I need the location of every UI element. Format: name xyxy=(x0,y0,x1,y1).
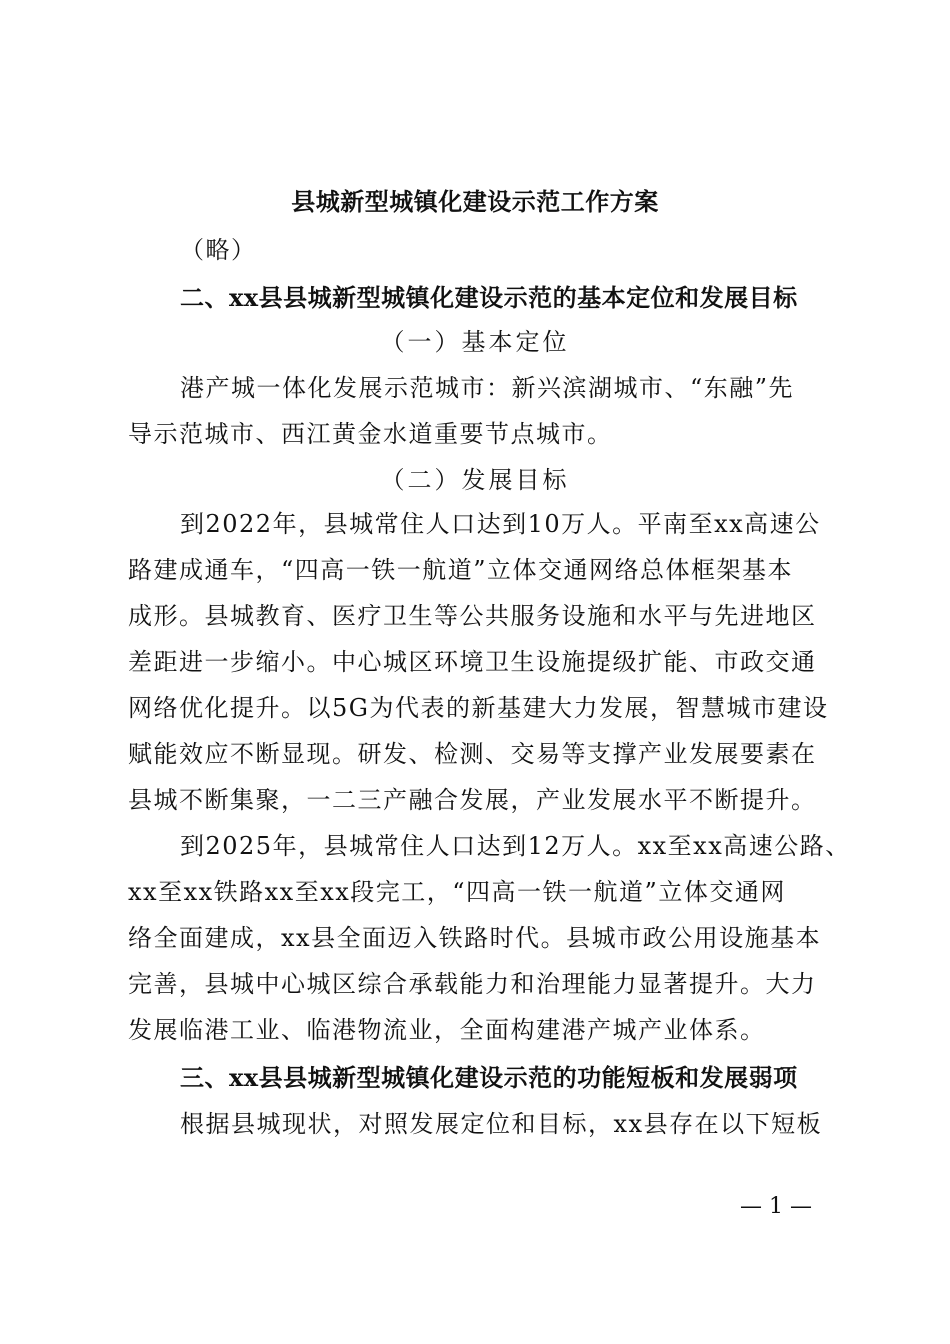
paragraph-line: 港产城一体化发展示范城市：新兴滨湖城市、“东融”先 xyxy=(180,374,795,402)
omitted-note: （略） xyxy=(180,236,257,264)
paragraph-line: 完善，县城中心城区综合承载能力和治理能力显著提升。大力 xyxy=(128,970,817,998)
subsection-1-heading: （一）基本定位 xyxy=(380,328,570,356)
paragraph-line: 发展临港工业、临港物流业，全面构建港产城产业体系。 xyxy=(128,1016,766,1044)
paragraph-line: 到2025年，县城常住人口达到12万人。xx至xx高速公路、 xyxy=(180,832,851,860)
section-2-heading: 二、xx县县城新型城镇化建设示范的基本定位和发展目标 xyxy=(180,283,798,312)
paragraph-line: xx至xx铁路xx至xx段完工，“四高一铁一航道”立体交通网 xyxy=(128,878,786,906)
paragraph-line: 路建成通车，“四高一铁一航道”立体交通网络总体框架基本 xyxy=(128,556,794,584)
paragraph-line: 根据县城现状，对照发展定位和目标，xx县存在以下短板 xyxy=(180,1110,823,1138)
subsection-2-heading: （二）发展目标 xyxy=(380,466,570,494)
paragraph-line: 差距进一步缩小。中心城区环境卫生设施提级扩能、市政交通 xyxy=(128,648,817,676)
paragraph-line: 导示范城市、西江黄金水道重要节点城市。 xyxy=(128,420,613,448)
paragraph-line: 络全面建成，xx县全面迈入铁路时代。县城市政公用设施基本 xyxy=(128,924,822,952)
page-number: — 1 — xyxy=(740,1194,812,1219)
paragraph-line: 网络优化提升。以5G为代表的新基建大力发展，智慧城市建设 xyxy=(128,694,829,722)
section-3-heading: 三、xx县县城新型城镇化建设示范的功能短板和发展弱项 xyxy=(180,1063,798,1092)
document-title: 县城新型城镇化建设示范工作方案 xyxy=(291,187,659,216)
paragraph-line: 成形。县城教育、医疗卫生等公共服务设施和水平与先进地区 xyxy=(128,602,817,630)
paragraph-line: 县城不断集聚，一二三产融合发展，产业发展水平不断提升。 xyxy=(128,786,817,814)
paragraph-line: 到2022年，县城常住人口达到10万人。平南至xx高速公 xyxy=(180,510,821,538)
paragraph-line: 赋能效应不断显现。研发、检测、交易等支撑产业发展要素在 xyxy=(128,740,817,768)
